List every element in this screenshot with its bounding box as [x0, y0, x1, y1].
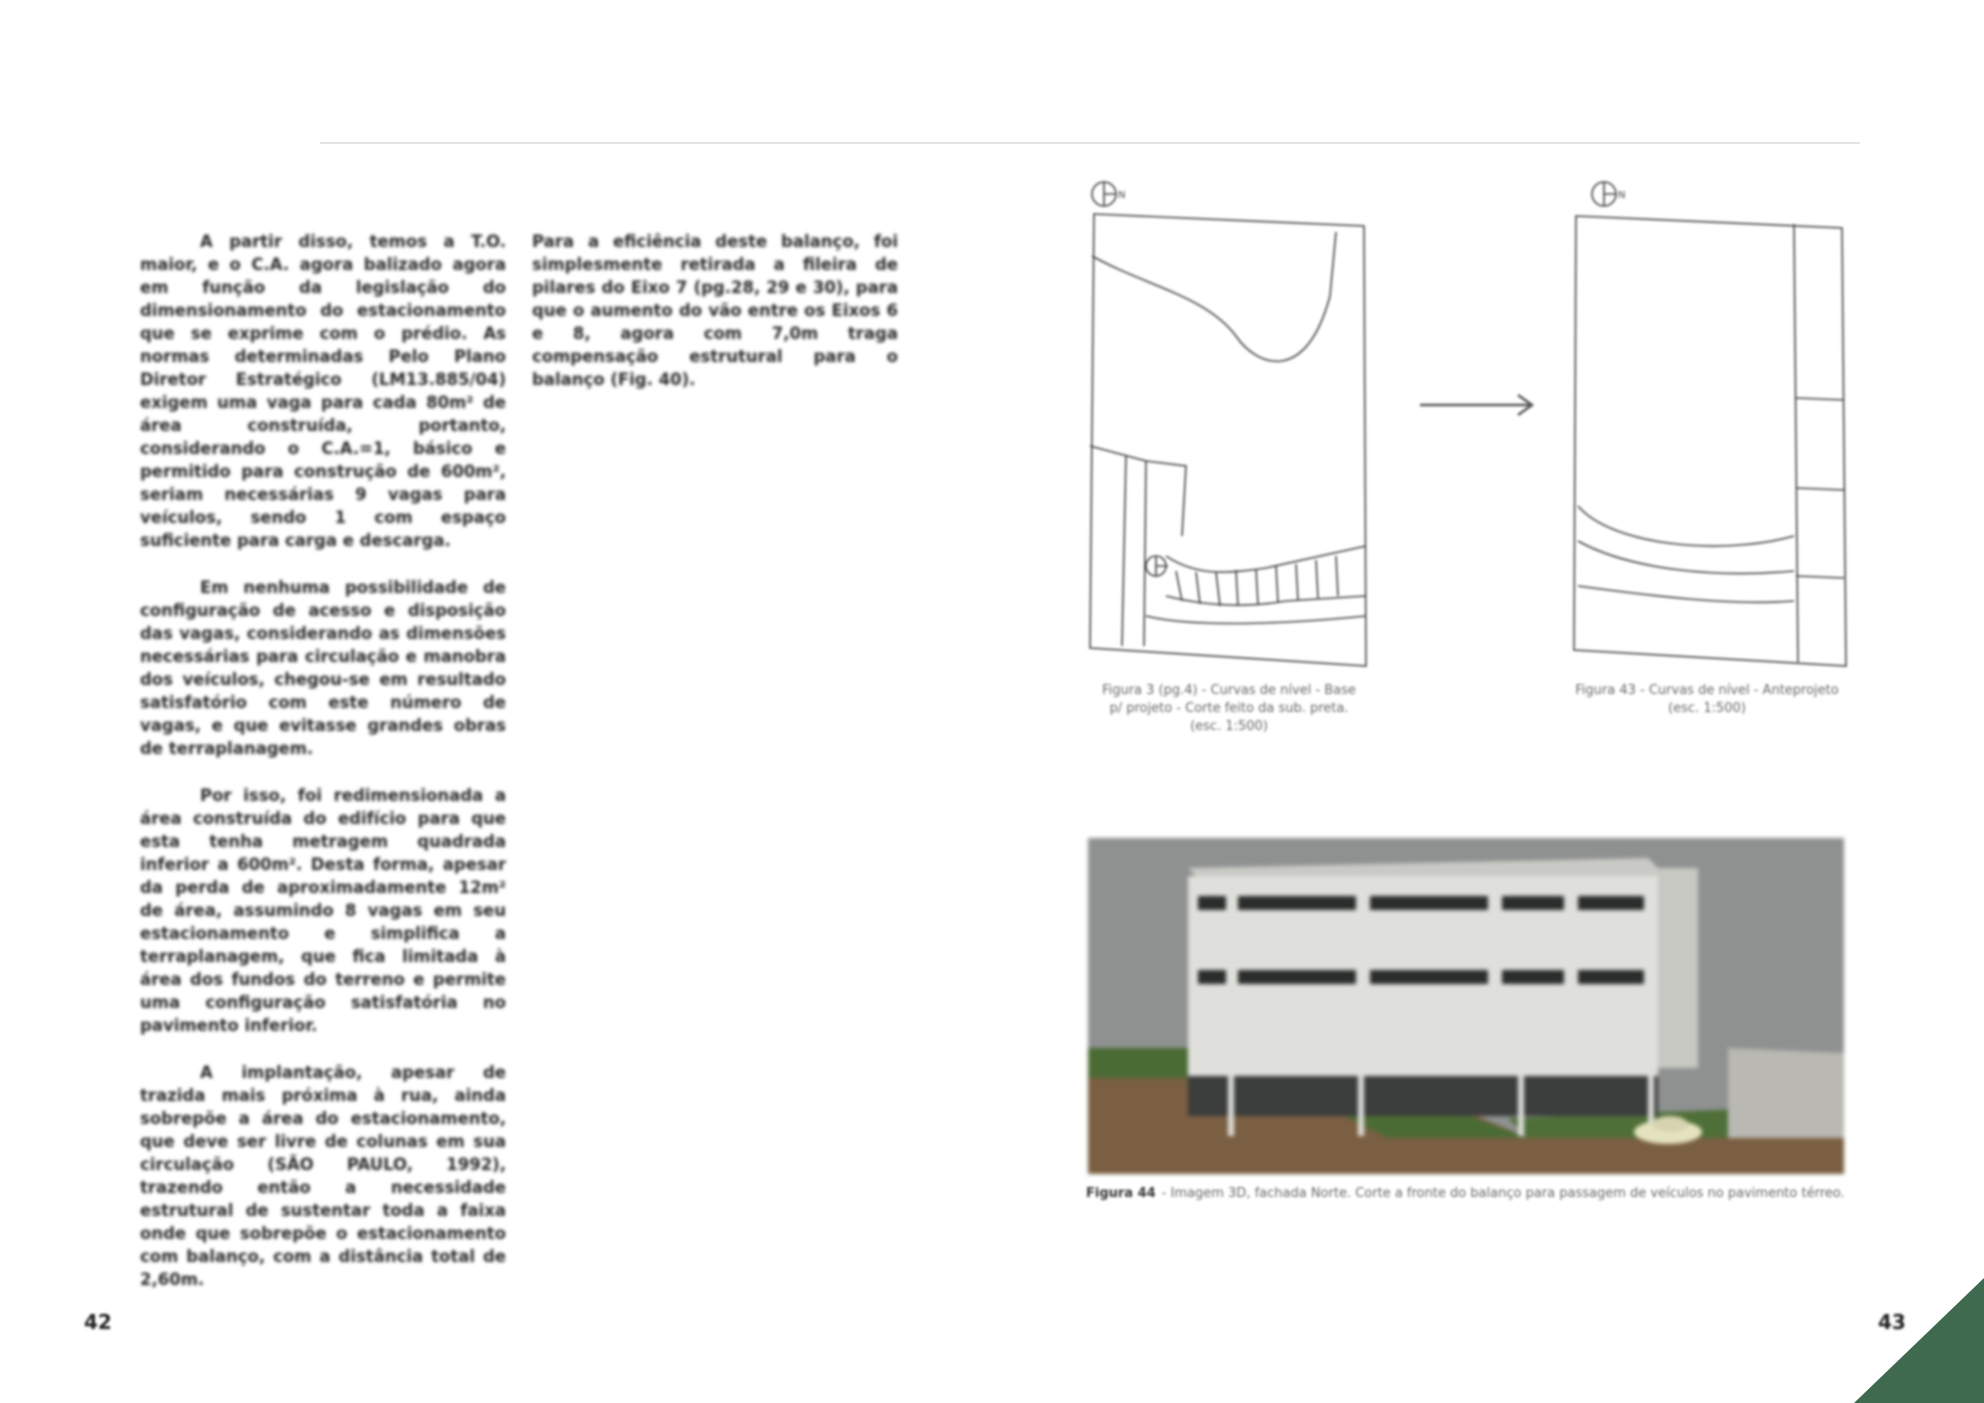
figure-caption [1086, 1185, 1846, 1203]
page-number-left: 42 [84, 1310, 112, 1334]
page-number-right: 43 [1878, 1310, 1906, 1334]
corner-accent-decoration [1854, 1278, 1984, 1403]
text-column-right [532, 230, 898, 415]
header-rule [320, 142, 1860, 144]
paragraph: Por isso, foi redimensionada a área construída do edifício para que esta tenha metragem quadrada inferior a 600m². Desta forma, apesar da perda de aproximadamente 12m² de área, assumindo 8 vagas em seu estacionamento e simplifica a terraplanagem, que fica limitada à área dos fundos do terreno e permite uma configuração satisfatória no pavimento inferior. [140, 786, 506, 1035]
paragraph: Em nenhuma possibilidade de configuração de acesso e disposição das vagas, considerando as dimensões necessárias para circulação e manobra dos veículos, chegou-se em resultado satisfatório com este número de vagas, e que evitasse grandes obras de terraplanagem. [140, 578, 506, 758]
paragraph: Para a eficiência deste balanço, foi simplesmente retirada a fileira de pilares do Eixo 7 (pg.28, 29 e 30), para que o aumento do vão entre os Eixos 6 e 8, agora com 7,0m traga compensação estrutural para o balanço (Fig. 40). [532, 232, 898, 389]
figure-caption-text: - Imagem 3D, fachada Norte. Corte a fronte do balanço para passagem de veículos no pavimento térreo. [1161, 1186, 1845, 1201]
site-plan-before-figure [1086, 176, 1372, 676]
text-column-left [140, 230, 506, 1315]
paragraph: A partir disso, temos a T.O. maior, e o C.A. agora balizado agora em função da legislação do dimensionamento do estacionamento que se exprime com o prédio. As normas determinadas Pelo Plano Diretor Estratégico (LM13.885/04) exigem uma vaga para cada 80m² de área construída, portanto, considerando o C.A.=1, básico e permitido para construção de 600m², seriam necessárias 9 vagas para veículos, sendo 1 com espaço suficiente para carga e descarga. [140, 232, 506, 550]
site-plan-after-figure [1572, 176, 1858, 676]
paragraph: A implantação, apesar de trazida mais próxima à rua, ainda sobrepõe a área do estacionamento, que deve ser livre de colunas em sua circulação (SÃO PAULO, 1992), trazendo então a necessidade estrutural de sustentar toda a faixa onde que sobrepõe o estacionamento com balanço, com a distância total de 2,60m. [140, 1063, 506, 1289]
figure-label: Figura 44 [1086, 1186, 1156, 1201]
figure-caption: Figura 43 - Curvas de nível - Anteprojeto (esc. 1:500) [1575, 683, 1839, 716]
building-render-image [1088, 838, 1844, 1174]
north-label: N [1118, 190, 1126, 201]
north-label: N [1618, 190, 1626, 201]
figure-caption: Figura 3 (pg.4) - Curvas de nível - Base p/ projeto - Corte feito da sub. preta. (esc. 1:500) [1102, 683, 1356, 734]
right-arrow-icon [1418, 390, 1538, 420]
